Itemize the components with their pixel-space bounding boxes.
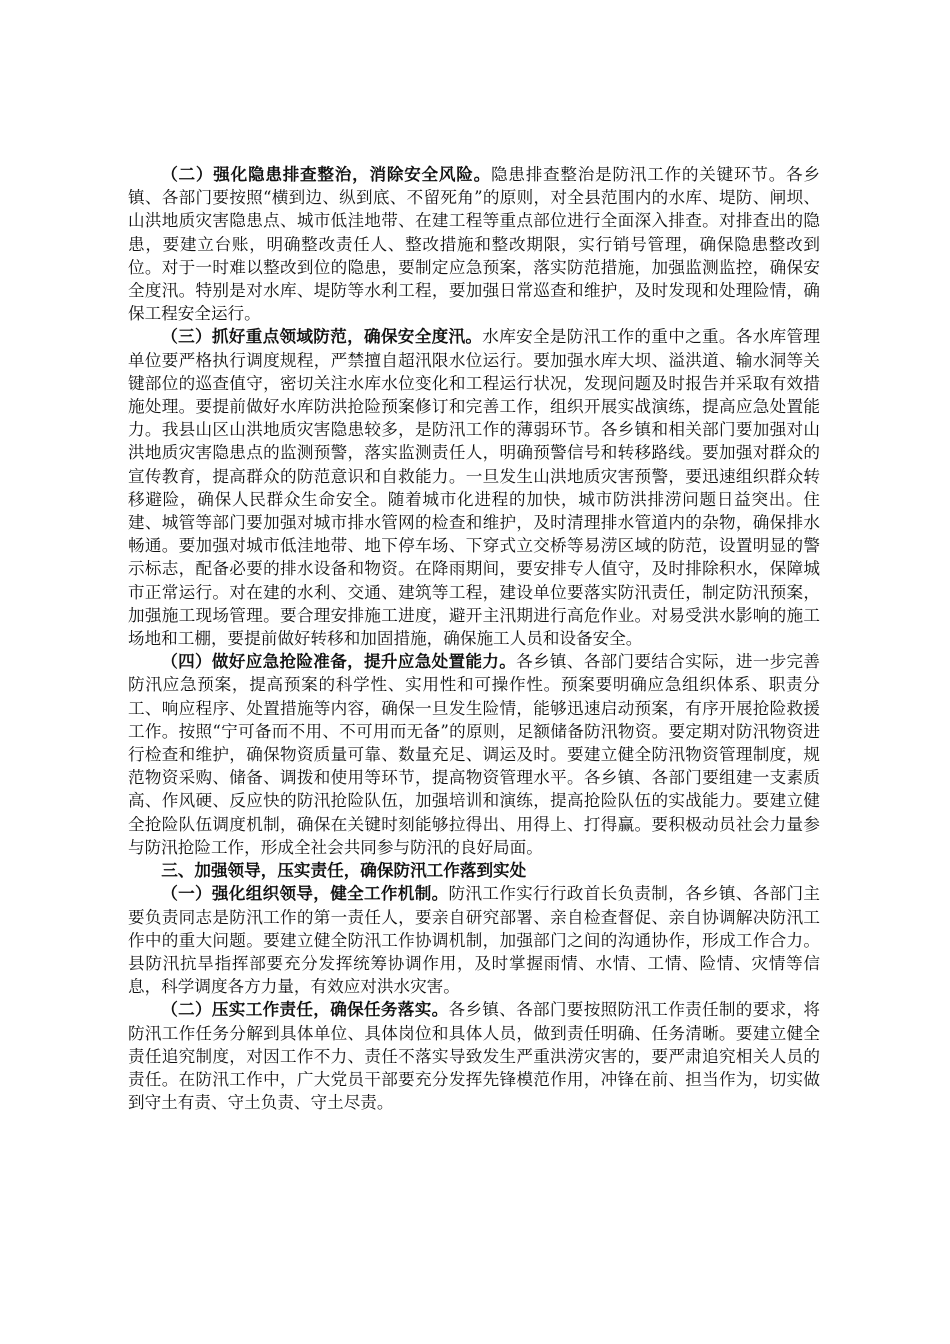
paragraph-lead: （四）做好应急抢险准备，提升应急处置能力。: [161, 651, 517, 672]
paragraph-text: 水库安全是防汛工作的重中之重。各水库管理单位要严格执行调度规程，严禁擅自超汛限水位运行。要加强水库大坝、溢洪道、输水洞等关键部位的巡查值守，密切关注水库水位变化和工程运行状况，发现问题及时报告并采取有效措施处理。要提前做好水库防洪抢险预案修订和完善工作，组织开展实战演练，提高应急处置能力。我县山区山洪地质灾害隐患较多，是防汛工作的薄弱环节。各乡镇和相关部门要加强对山洪地质灾害隐患点的监测预警，落实监测责任人，明确预警信号和转移路线。要加强对群众的宣传教育，提高群众的防范意识和自救能力。一旦发生山洪地质灾害预警，要迅速组织群众转移避险，确保人民群众生命安全。随着城市化进程的加快，城市防洪排涝问题日益突出。住建、城管等部门要加强对城市排水管网的检查和维护，及时清理排水管道内的杂物，确保排水畅通。要加强对城市低洼地带、地下停车场、下穿式立交桥等易涝区域的防范，设置明显的警示标志，配备必要的排水设备和物资。在降雨期间，要安排专人值守，及时排除积水，保障城市正常运行。对在建的水利、交通、建筑等工程，建设单位要落实防汛责任，制定防汛预案，加强施工现场管理。要合理安排施工进度，避开主汛期进行高危作业。对易受洪水影响的施工场地和工棚，要提前做好转移和加固措施，确保施工人员和设备安全。: [128, 327, 820, 649]
paragraph-lead: （二）压实工作责任，确保任务落实。: [161, 999, 449, 1020]
section-heading: 三、加强领导，压实责任，确保防汛工作落到实处: [161, 860, 527, 881]
paragraph-lead: （一）强化组织领导，健全工作机制。: [161, 883, 449, 904]
paragraph-text: 各乡镇、各部门要按照防汛工作责任制的要求，将防汛工作任务分解到具体单位、具体岗位和具体人员，做到责任明确、任务清晰。要建立健全责任追究制度，对因工作不力、责任不落实导致发生严重洪涝灾害的，要严肃追究相关人员的责任。在防汛工作中，广大党员干部要充分发挥先锋模范作用，冲锋在前、担当作为，切实做到守土有责、守土负责、守土尽责。: [128, 1000, 821, 1113]
paragraph-text: 隐患排查整治是防汛工作的关键环节。各乡镇、各部门要按照“横到边、纵到底、不留死角”的原则，对全县范围内的水库、堤防、闸坝、山洪地质灾害隐患点、城市低洼地带、在建工程等重点部位进行全面深入排查。对排查出的隐患，要建立台账，明确整改责任人、整改措施和整改期限，实行销号管理，确保隐患整改到位。对于一时难以整改到位的隐患，要制定应急预案，落实防范措施，加强监测监控，确保安全度汛。特别是对水库、堤防等水利工程，要加强日常巡查和维护，及时发现和处理险情，确保工程安全运行。: [128, 165, 821, 324]
paragraph-text: 各乡镇、各部门要结合实际，进一步完善防汛应急预案，提高预案的科学性、实用性和可操作性。预案要明确应急组织体系、职责分工、响应程序、处置措施等内容，确保一旦发生险情，能够迅速启动预案，有序开展抢险救援工作。按照“宁可备而不用、不可用而无备”的原则，足额储备防汛物资。要定期对防汛物资进行检查和维护，确保物资质量可靠、数量充足、调运及时。要建立健全防汛物资管理制度，规范物资采购、储备、调拨和使用等环节，提高物资管理水平。各乡镇、各部门要组建一支素质高、作风硬、反应快的防汛抢险队伍，加强培训和演练，提高抢险队伍的实战能力。要建立健全抢险队伍调度机制，确保在关键时刻能够拉得出、用得上、打得赢。要积极动员社会力量参与防汛抢险工作，形成全社会共同参与防汛的良好局面。: [128, 652, 821, 857]
paragraph-key-areas: [128, 325, 820, 650]
paragraph-lead: （二）强化隐患排查整治，消除安全风险。: [161, 164, 491, 184]
paragraph-emergency-preparation: [128, 650, 820, 859]
paragraph-lead: （三）抓好重点领域防范，确保安全度汛。: [161, 326, 483, 347]
paragraph-organization-leadership: [128, 882, 820, 998]
document-body: [128, 163, 820, 1114]
paragraph-text: 防汛工作实行行政首长负责制，各乡镇、各部门主要负责同志是防汛工作的第一责任人，要亲自研究部署、亲自检查督促、亲自协调解决防汛工作中的重大问题。要建立健全防汛工作协调机制，加强部门之间的沟通协作，形成工作合力。县防汛抗旱指挥部要充分发挥统筹协调作用，及时掌握雨情、水情、工情、险情、灾情等信息，科学调度各方力量，有效应对洪水灾害。: [128, 884, 821, 997]
paragraph-hazard-inspection: [128, 163, 820, 325]
paragraph-work-responsibility: [128, 998, 820, 1114]
